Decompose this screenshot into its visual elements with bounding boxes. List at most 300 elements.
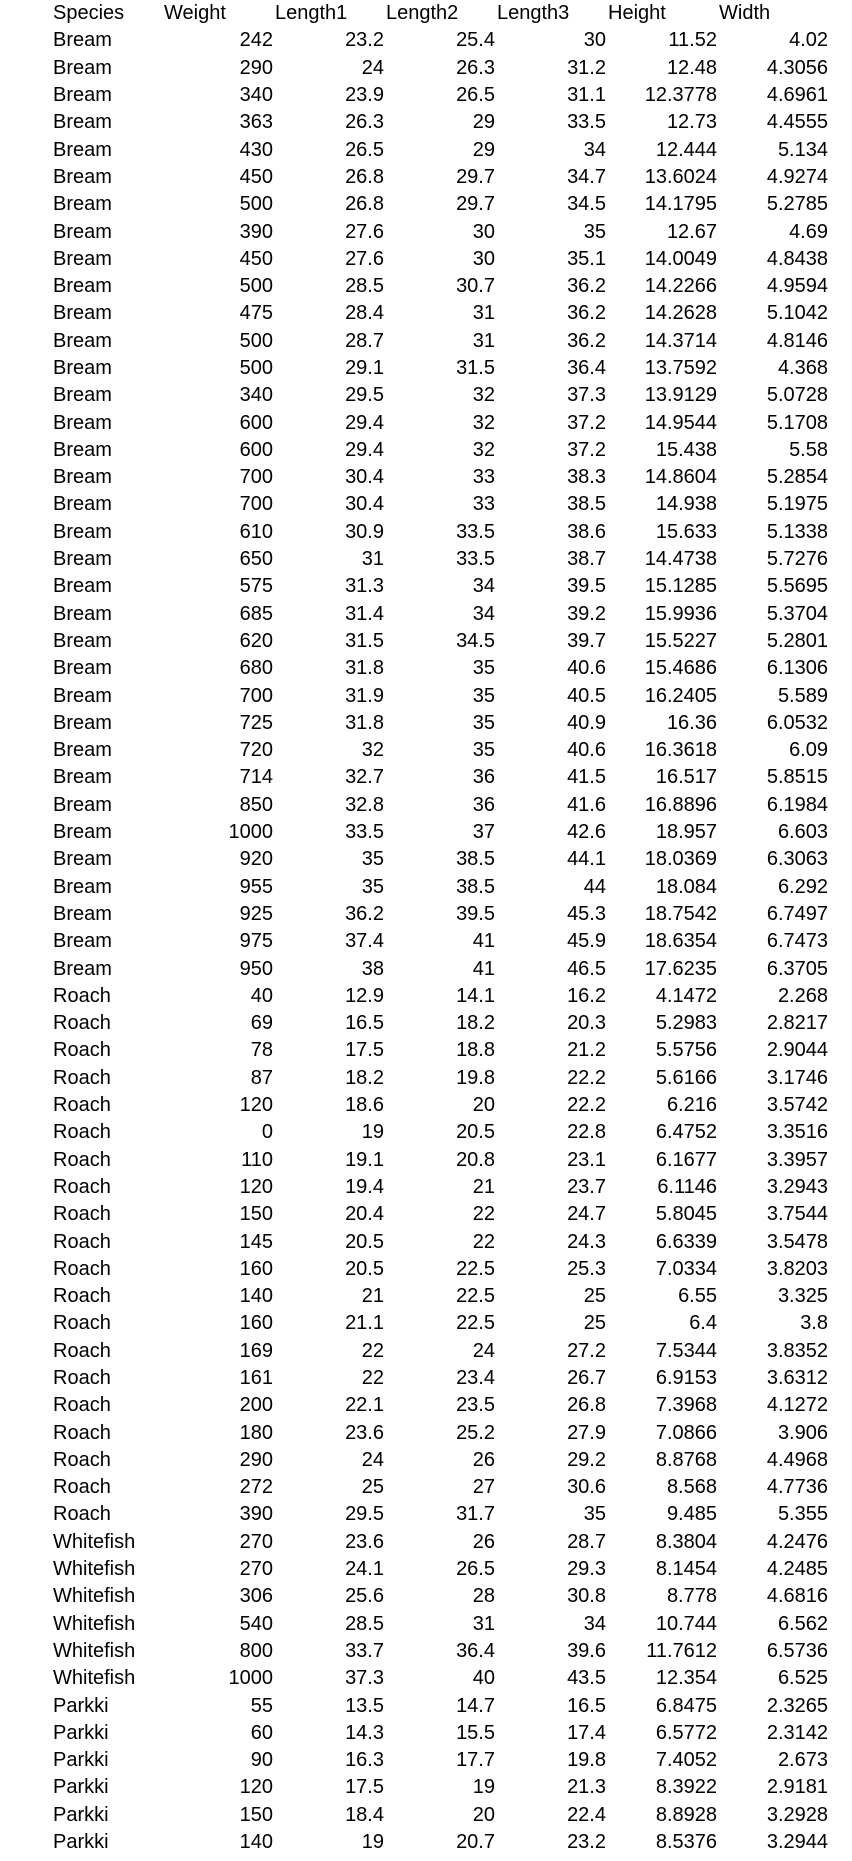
cell-length2: 28 <box>472 1585 495 1608</box>
cell-length3: 23.2 <box>567 1831 606 1854</box>
cell-species: Roach <box>53 1012 111 1035</box>
cell-species: Bream <box>53 629 112 652</box>
cell-length3: 31.2 <box>567 56 606 79</box>
cell-species: Bream <box>53 84 112 107</box>
cell-width: 5.2785 <box>766 193 828 216</box>
cell-length3: 22.2 <box>567 1066 606 1089</box>
cell-weight: 160 <box>239 1257 273 1280</box>
cell-weight: 700 <box>239 684 273 707</box>
cell-weight: 200 <box>239 1394 273 1417</box>
cell-weight: 475 <box>239 302 273 325</box>
cell-length1: 35 <box>361 875 384 898</box>
cell-width: 5.2801 <box>766 629 828 652</box>
cell-length2: 29 <box>472 111 495 134</box>
fish-data-table <box>53 0 830 1856</box>
cell-weight: 110 <box>241 1148 273 1171</box>
cell-weight: 680 <box>239 657 273 680</box>
cell-height: 7.0866 <box>655 1421 717 1444</box>
cell-length2: 39.5 <box>456 902 495 925</box>
cell-weight: 714 <box>239 766 273 789</box>
table-row <box>53 846 830 873</box>
cell-width: 3.7544 <box>766 1203 828 1226</box>
cell-width: 6.7497 <box>766 902 828 925</box>
cell-length2: 41 <box>472 957 495 980</box>
table-row <box>53 1065 830 1092</box>
cell-species: Bream <box>53 111 112 134</box>
cell-width: 2.8217 <box>766 1012 828 1035</box>
cell-species: Bream <box>53 411 112 434</box>
cell-species: Roach <box>53 1203 111 1226</box>
cell-height: 11.7612 <box>646 1639 717 1662</box>
cell-length3: 38.6 <box>567 520 606 543</box>
cell-height: 16.2405 <box>644 684 717 707</box>
cell-width: 5.1042 <box>766 302 828 325</box>
cell-weight: 340 <box>239 384 273 407</box>
cell-species: Parkki <box>53 1749 109 1772</box>
cell-length2: 31 <box>472 1612 495 1635</box>
header-height: Height <box>608 2 666 25</box>
table-row <box>53 1283 830 1310</box>
cell-length2: 19 <box>472 1776 495 1799</box>
cell-length3: 38.3 <box>567 466 606 489</box>
cell-length1: 30.4 <box>345 493 384 516</box>
table-row <box>53 1829 830 1856</box>
cell-length2: 32 <box>472 411 495 434</box>
cell-length1: 24 <box>361 1448 384 1471</box>
cell-height: 6.8475 <box>655 1694 717 1717</box>
header-length1: Length1 <box>275 2 348 25</box>
cell-length3: 37.3 <box>567 384 606 407</box>
cell-length1: 20.5 <box>345 1257 384 1280</box>
cell-weight: 925 <box>239 902 273 925</box>
cell-length1: 19.4 <box>345 1175 384 1198</box>
cell-height: 16.517 <box>655 766 717 789</box>
cell-width: 5.1338 <box>766 520 828 543</box>
table-row <box>53 300 830 327</box>
cell-length2: 33.5 <box>456 520 495 543</box>
cell-length2: 30.7 <box>456 275 495 298</box>
cell-weight: 145 <box>239 1230 273 1253</box>
cell-height: 17.6235 <box>644 957 717 980</box>
cell-length2: 20 <box>472 1803 495 1826</box>
cell-height: 15.4686 <box>644 657 717 680</box>
cell-length1: 27.6 <box>345 247 384 270</box>
table-row <box>53 1338 830 1365</box>
cell-species: Bream <box>53 821 112 844</box>
cell-weight: 500 <box>239 329 273 352</box>
cell-species: Whitefish <box>53 1639 136 1662</box>
cell-length1: 29.5 <box>345 384 384 407</box>
cell-width: 4.3056 <box>766 56 828 79</box>
cell-height: 8.3922 <box>655 1776 717 1799</box>
cell-length3: 26.8 <box>567 1394 606 1417</box>
cell-length3: 34 <box>583 138 606 161</box>
cell-weight: 975 <box>239 930 273 953</box>
cell-length2: 29.7 <box>456 193 495 216</box>
cell-weight: 69 <box>250 1012 273 1035</box>
cell-width: 2.3265 <box>766 1694 828 1717</box>
cell-species: Bream <box>53 357 112 379</box>
cell-length1: 25.6 <box>345 1585 384 1608</box>
cell-weight: 390 <box>239 1503 273 1526</box>
table-row <box>53 1256 830 1283</box>
cell-weight: 270 <box>239 1558 273 1581</box>
cell-length1: 28.5 <box>345 1612 384 1635</box>
cell-length1: 29.4 <box>345 438 384 461</box>
cell-weight: 140 <box>239 1285 273 1308</box>
cell-height: 18.0369 <box>644 848 717 871</box>
cell-length2: 31.5 <box>456 357 495 379</box>
cell-length3: 16.5 <box>567 1694 606 1717</box>
cell-length3: 45.9 <box>567 930 606 953</box>
cell-species: Bream <box>53 29 112 52</box>
cell-length1: 38 <box>361 957 384 980</box>
table-row <box>53 1010 830 1037</box>
cell-length1: 33.5 <box>345 821 384 844</box>
cell-species: Bream <box>53 739 112 762</box>
cell-height: 7.5344 <box>655 1339 717 1362</box>
cell-species: Roach <box>53 1476 111 1499</box>
cell-weight: 850 <box>239 793 273 816</box>
cell-length2: 20.5 <box>456 1121 495 1144</box>
cell-species: Roach <box>53 1257 111 1280</box>
cell-length3: 37.2 <box>567 438 606 461</box>
cell-length2: 26.5 <box>456 1558 495 1581</box>
cell-species: Bream <box>53 275 112 298</box>
cell-length2: 15.5 <box>456 1721 495 1744</box>
cell-length1: 14.3 <box>345 1721 384 1744</box>
cell-species: Bream <box>53 684 112 707</box>
cell-weight: 650 <box>239 548 273 571</box>
cell-length3: 37.2 <box>567 411 606 434</box>
cell-length1: 31.8 <box>345 711 384 734</box>
table-row <box>53 1556 830 1583</box>
cell-height: 6.6339 <box>655 1230 717 1253</box>
cell-length3: 39.5 <box>567 575 606 598</box>
cell-length1: 22.1 <box>345 1394 384 1417</box>
cell-length2: 30 <box>472 247 495 270</box>
cell-width: 5.0728 <box>766 384 828 407</box>
table-row <box>53 164 830 191</box>
cell-length1: 31.8 <box>345 657 384 680</box>
cell-weight: 600 <box>239 438 273 461</box>
cell-species: Bream <box>53 493 112 516</box>
table-row <box>53 1501 830 1528</box>
cell-length2: 20.8 <box>456 1148 495 1171</box>
cell-width: 6.0532 <box>766 711 828 734</box>
cell-species: Roach <box>53 1448 111 1471</box>
cell-weight: 500 <box>239 275 273 298</box>
cell-width: 4.8146 <box>766 329 828 352</box>
table-row <box>53 1665 830 1692</box>
cell-length2: 25.4 <box>456 29 495 52</box>
cell-width: 3.2928 <box>766 1803 828 1826</box>
cell-length3: 33.5 <box>567 111 606 134</box>
cell-length2: 29.7 <box>456 165 495 188</box>
cell-weight: 169 <box>239 1339 273 1362</box>
cell-width: 5.589 <box>777 684 828 707</box>
cell-length3: 29.2 <box>567 1448 606 1471</box>
cell-weight: 430 <box>239 138 273 161</box>
cell-length1: 32 <box>361 739 384 762</box>
cell-length3: 25 <box>583 1285 606 1308</box>
cell-height: 7.3968 <box>655 1394 717 1417</box>
cell-weight: 700 <box>239 493 273 516</box>
table-row <box>53 655 830 682</box>
cell-species: Bream <box>53 930 112 953</box>
cell-length3: 44 <box>583 875 606 898</box>
cell-length1: 19 <box>361 1121 384 1144</box>
cell-length3: 20.3 <box>567 1012 606 1035</box>
cell-length2: 23.5 <box>456 1394 495 1417</box>
cell-length1: 29.5 <box>345 1503 384 1526</box>
cell-length3: 36.2 <box>567 329 606 352</box>
cell-weight: 306 <box>239 1585 273 1608</box>
cell-length1: 22 <box>361 1339 384 1362</box>
cell-height: 6.9153 <box>655 1366 717 1389</box>
cell-length1: 17.5 <box>345 1039 384 1062</box>
cell-weight: 575 <box>239 575 273 598</box>
cell-length1: 19 <box>361 1831 384 1854</box>
cell-length2: 33 <box>472 493 495 516</box>
cell-length3: 23.1 <box>567 1148 606 1171</box>
cell-weight: 87 <box>250 1066 273 1089</box>
cell-width: 4.69 <box>789 220 828 243</box>
cell-species: Roach <box>53 1285 111 1308</box>
cell-weight: 720 <box>239 739 273 762</box>
cell-width: 3.906 <box>777 1421 828 1444</box>
cell-width: 6.3063 <box>766 848 828 871</box>
cell-length1: 23.6 <box>345 1530 384 1553</box>
cell-weight: 150 <box>239 1803 273 1826</box>
cell-weight: 620 <box>239 629 273 652</box>
cell-width: 6.1306 <box>766 657 828 680</box>
cell-length1: 31.5 <box>345 629 384 652</box>
table-row <box>53 27 830 54</box>
cell-width: 4.368 <box>777 357 828 379</box>
cell-weight: 363 <box>239 111 273 134</box>
cell-width: 2.3142 <box>766 1721 828 1744</box>
cell-width: 4.2485 <box>766 1558 828 1581</box>
cell-length1: 24.1 <box>345 1558 384 1581</box>
cell-species: Bream <box>53 902 112 925</box>
table-row <box>53 1720 830 1747</box>
cell-length3: 22.2 <box>567 1094 606 1117</box>
table-row <box>53 1092 830 1119</box>
cell-length1: 16.5 <box>345 1012 384 1035</box>
cell-length2: 22.5 <box>456 1257 495 1280</box>
cell-height: 12.354 <box>655 1667 717 1690</box>
table-row <box>53 491 830 518</box>
cell-weight: 160 <box>239 1312 273 1335</box>
cell-width: 5.8515 <box>766 766 828 789</box>
table-row <box>53 1146 830 1173</box>
cell-length2: 18.2 <box>456 1012 495 1035</box>
cell-species: Whitefish <box>53 1612 136 1635</box>
cell-weight: 390 <box>239 220 273 243</box>
table-row <box>53 1201 830 1228</box>
cell-width: 4.6816 <box>766 1585 828 1608</box>
cell-height: 14.1795 <box>644 193 717 216</box>
cell-length3: 45.3 <box>567 902 606 925</box>
cell-width: 6.603 <box>777 821 828 844</box>
cell-weight: 450 <box>239 165 273 188</box>
cell-length3: 24.7 <box>567 1203 606 1226</box>
cell-species: Roach <box>53 1148 111 1171</box>
cell-species: Roach <box>53 1394 111 1417</box>
cell-width: 5.58 <box>789 438 828 461</box>
cell-length2: 38.5 <box>456 848 495 871</box>
cell-species: Bream <box>53 957 112 980</box>
cell-species: Roach <box>53 1121 111 1144</box>
cell-weight: 78 <box>250 1039 273 1062</box>
cell-length1: 37.3 <box>345 1667 384 1690</box>
cell-height: 18.7542 <box>644 902 717 925</box>
cell-length2: 31.7 <box>456 1503 495 1526</box>
cell-width: 3.5742 <box>766 1094 828 1117</box>
cell-species: Roach <box>53 1366 111 1389</box>
cell-length3: 21.3 <box>567 1776 606 1799</box>
cell-width: 5.1975 <box>766 493 828 516</box>
cell-species: Bream <box>53 875 112 898</box>
cell-height: 8.8928 <box>655 1803 717 1826</box>
cell-length1: 29.4 <box>345 411 384 434</box>
cell-length1: 31.3 <box>345 575 384 598</box>
table-row <box>53 928 830 955</box>
cell-length1: 13.5 <box>345 1694 384 1717</box>
cell-length3: 25.3 <box>567 1257 606 1280</box>
cell-length2: 40 <box>472 1667 495 1690</box>
cell-species: Roach <box>53 1175 111 1198</box>
cell-width: 3.8 <box>800 1312 828 1335</box>
cell-species: Bream <box>53 575 112 598</box>
cell-length3: 40.6 <box>567 739 606 762</box>
cell-length1: 16.3 <box>345 1749 384 1772</box>
cell-height: 12.48 <box>666 56 717 79</box>
cell-width: 3.1746 <box>766 1066 828 1089</box>
cell-weight: 161 <box>239 1366 273 1389</box>
cell-length2: 34.5 <box>456 629 495 652</box>
cell-length3: 38.5 <box>567 493 606 516</box>
cell-species: Whitefish <box>53 1667 136 1690</box>
cell-width: 6.5736 <box>766 1639 828 1662</box>
cell-length3: 30.6 <box>567 1476 606 1499</box>
cell-height: 14.8604 <box>644 466 717 489</box>
cell-weight: 340 <box>239 84 273 107</box>
cell-weight: 950 <box>239 957 273 980</box>
cell-species: Roach <box>53 1339 111 1362</box>
cell-length3: 35 <box>583 1503 606 1526</box>
cell-weight: 700 <box>239 466 273 489</box>
cell-length3: 19.8 <box>567 1749 606 1772</box>
cell-length2: 36 <box>472 793 495 816</box>
cell-height: 8.1454 <box>655 1558 717 1581</box>
cell-height: 8.778 <box>666 1585 717 1608</box>
cell-species: Whitefish <box>53 1558 136 1581</box>
table-row <box>53 382 830 409</box>
cell-height: 16.36 <box>666 711 717 734</box>
table-row <box>53 464 830 491</box>
cell-width: 4.1272 <box>766 1394 828 1417</box>
cell-length3: 26.7 <box>567 1366 606 1389</box>
cell-width: 6.7473 <box>766 930 828 953</box>
table-row <box>53 1774 830 1801</box>
cell-height: 7.0334 <box>655 1257 717 1280</box>
cell-width: 5.1708 <box>766 411 828 434</box>
table-row <box>53 1419 830 1446</box>
cell-length1: 24 <box>361 56 384 79</box>
cell-length2: 17.7 <box>456 1749 495 1772</box>
cell-weight: 60 <box>250 1721 273 1744</box>
cell-weight: 120 <box>239 1094 273 1117</box>
table-row <box>53 819 830 846</box>
cell-width: 5.3704 <box>766 602 828 625</box>
cell-length1: 26.8 <box>345 165 384 188</box>
cell-height: 18.957 <box>655 821 717 844</box>
cell-species: Roach <box>53 1503 111 1526</box>
cell-length1: 29.1 <box>345 357 384 379</box>
cell-height: 4.1472 <box>655 984 717 1007</box>
cell-length1: 23.9 <box>345 84 384 107</box>
cell-length3: 39.2 <box>567 602 606 625</box>
cell-length3: 29.3 <box>567 1558 606 1581</box>
cell-length1: 18.2 <box>345 1066 384 1089</box>
cell-length2: 32 <box>472 384 495 407</box>
cell-length3: 16.2 <box>567 984 606 1007</box>
cell-species: Bream <box>53 56 112 79</box>
table-row <box>53 273 830 300</box>
cell-width: 2.673 <box>777 1749 828 1772</box>
cell-species: Roach <box>53 1039 111 1062</box>
cell-length3: 30.8 <box>567 1585 606 1608</box>
cell-length1: 31.9 <box>345 684 384 707</box>
cell-species: Roach <box>53 1094 111 1117</box>
cell-species: Parkki <box>53 1776 109 1799</box>
cell-height: 10.744 <box>655 1612 717 1635</box>
cell-height: 15.438 <box>655 438 717 461</box>
cell-width: 5.5695 <box>766 575 828 598</box>
cell-length1: 28.4 <box>345 302 384 325</box>
cell-length1: 31 <box>361 548 384 571</box>
cell-weight: 500 <box>239 357 273 379</box>
table-row <box>53 1802 830 1829</box>
cell-length3: 35.1 <box>567 247 606 270</box>
cell-length2: 36.4 <box>456 1639 495 1662</box>
cell-length3: 36.2 <box>567 302 606 325</box>
cell-length1: 21 <box>361 1285 384 1308</box>
cell-length3: 46.5 <box>567 957 606 980</box>
cell-height: 5.2983 <box>655 1012 717 1035</box>
cell-width: 6.3705 <box>766 957 828 980</box>
cell-species: Bream <box>53 438 112 461</box>
cell-weight: 40 <box>250 984 273 1007</box>
cell-height: 16.8896 <box>644 793 717 816</box>
cell-width: 4.2476 <box>766 1530 828 1553</box>
cell-length1: 30.4 <box>345 466 384 489</box>
cell-species: Bream <box>53 602 112 625</box>
cell-length3: 35 <box>583 220 606 243</box>
cell-length2: 35 <box>472 711 495 734</box>
cell-length2: 24 <box>472 1339 495 1362</box>
table-row <box>53 546 830 573</box>
cell-length2: 26 <box>472 1448 495 1471</box>
table-row <box>53 82 830 109</box>
table-row <box>53 355 830 382</box>
cell-weight: 1000 <box>228 1667 273 1690</box>
table-row <box>53 710 830 737</box>
cell-height: 5.8045 <box>655 1203 717 1226</box>
cell-length1: 37.4 <box>345 930 384 953</box>
